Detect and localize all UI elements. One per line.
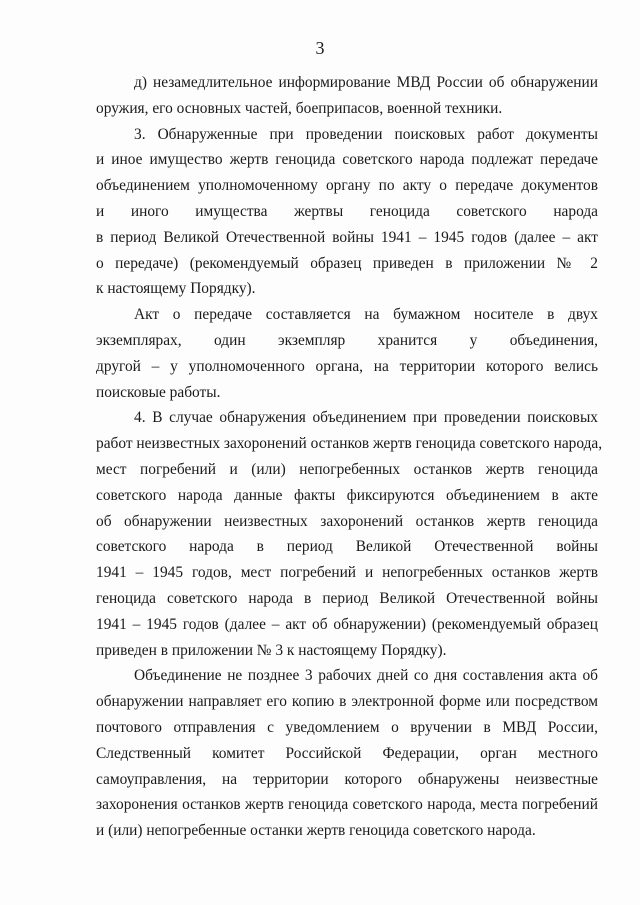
text-line: другой – у уполномоченного органа, на территории которого велись (96, 357, 598, 375)
text-line: о передаче) (рекомендуемый образец приведен в приложении № 2 (96, 254, 598, 272)
text-line: Акт о передаче составляется на бумажном носителе в двух (134, 306, 598, 324)
text-line: 1941 – 1945 годов (далее – акт об обнаружении) (рекомендуемый образец (96, 615, 598, 633)
text-line: захоронения останков жертв геноцида советского народа, места погребений (96, 796, 598, 814)
text-line: экземплярах, один экземпляр хранится у объединения, (96, 331, 598, 349)
text-line: к настоящему Порядку). (96, 280, 256, 298)
text-line: д) незамедлительное информирование МВД России об обнаружении (134, 74, 598, 91)
document-body (96, 70, 603, 844)
text-line: 4. В случае обнаружения объединением при проведении поисковых (134, 409, 598, 427)
text-line: советского народа в период Великой Отечественной войны (96, 538, 598, 556)
text-line: 1941 – 1945 годов, мест погребений и непогребенных останков жертв (96, 564, 598, 582)
text-line: Объединение не позднее 3 рабочих дней со дня составления акта об (134, 667, 598, 685)
text-line: 3. Обнаруженные при проведении поисковых работ документы (134, 125, 598, 143)
text-line: мест погребений и (или) непогребенных останков жертв геноцида (96, 460, 598, 478)
text-line: обнаружении направляет его копию в электронной форме или посредством (96, 693, 598, 711)
text-line: оружия, его основных частей, боеприпасов, военной техники. (96, 99, 503, 117)
text-line: почтового отправления с уведомлением о вручении в МВД России, (96, 718, 598, 736)
text-line: в период Великой Отечественной войны 1941 – 1945 годов (далее – акт (96, 228, 598, 246)
text-line: Следственный комитет Российской Федерации, орган местного (96, 744, 598, 762)
text-line: советского народа данные факты фиксируются объединением в акте (96, 486, 598, 504)
text-line: самоуправления, на территории которого обнаружены неизвестные (96, 770, 598, 788)
text-line: поисковые работы. (96, 383, 221, 401)
text-line: и иное имущество жертв геноцида советского народа подлежат передаче (96, 151, 598, 169)
text-line: приведен в приложении № 3 к настоящему Порядку). (96, 641, 447, 659)
page-number: 3 (315, 38, 325, 58)
text-line: объединением уполномоченному органу по акту о передаче документов (96, 177, 598, 195)
text-line: об обнаружении неизвестных захоронений останков жертв геноцида (96, 512, 598, 530)
text-line: работ неизвестных захоронений останков жертв геноцида советского народа, (96, 435, 603, 453)
text-line: и (или) непогребенные останки жертв геноцида советского народа. (96, 822, 536, 840)
text-line: и иного имущества жертвы геноцида советского народа (96, 202, 598, 220)
text-line: геноцида советского народа в период Великой Отечественной войны (96, 589, 598, 607)
